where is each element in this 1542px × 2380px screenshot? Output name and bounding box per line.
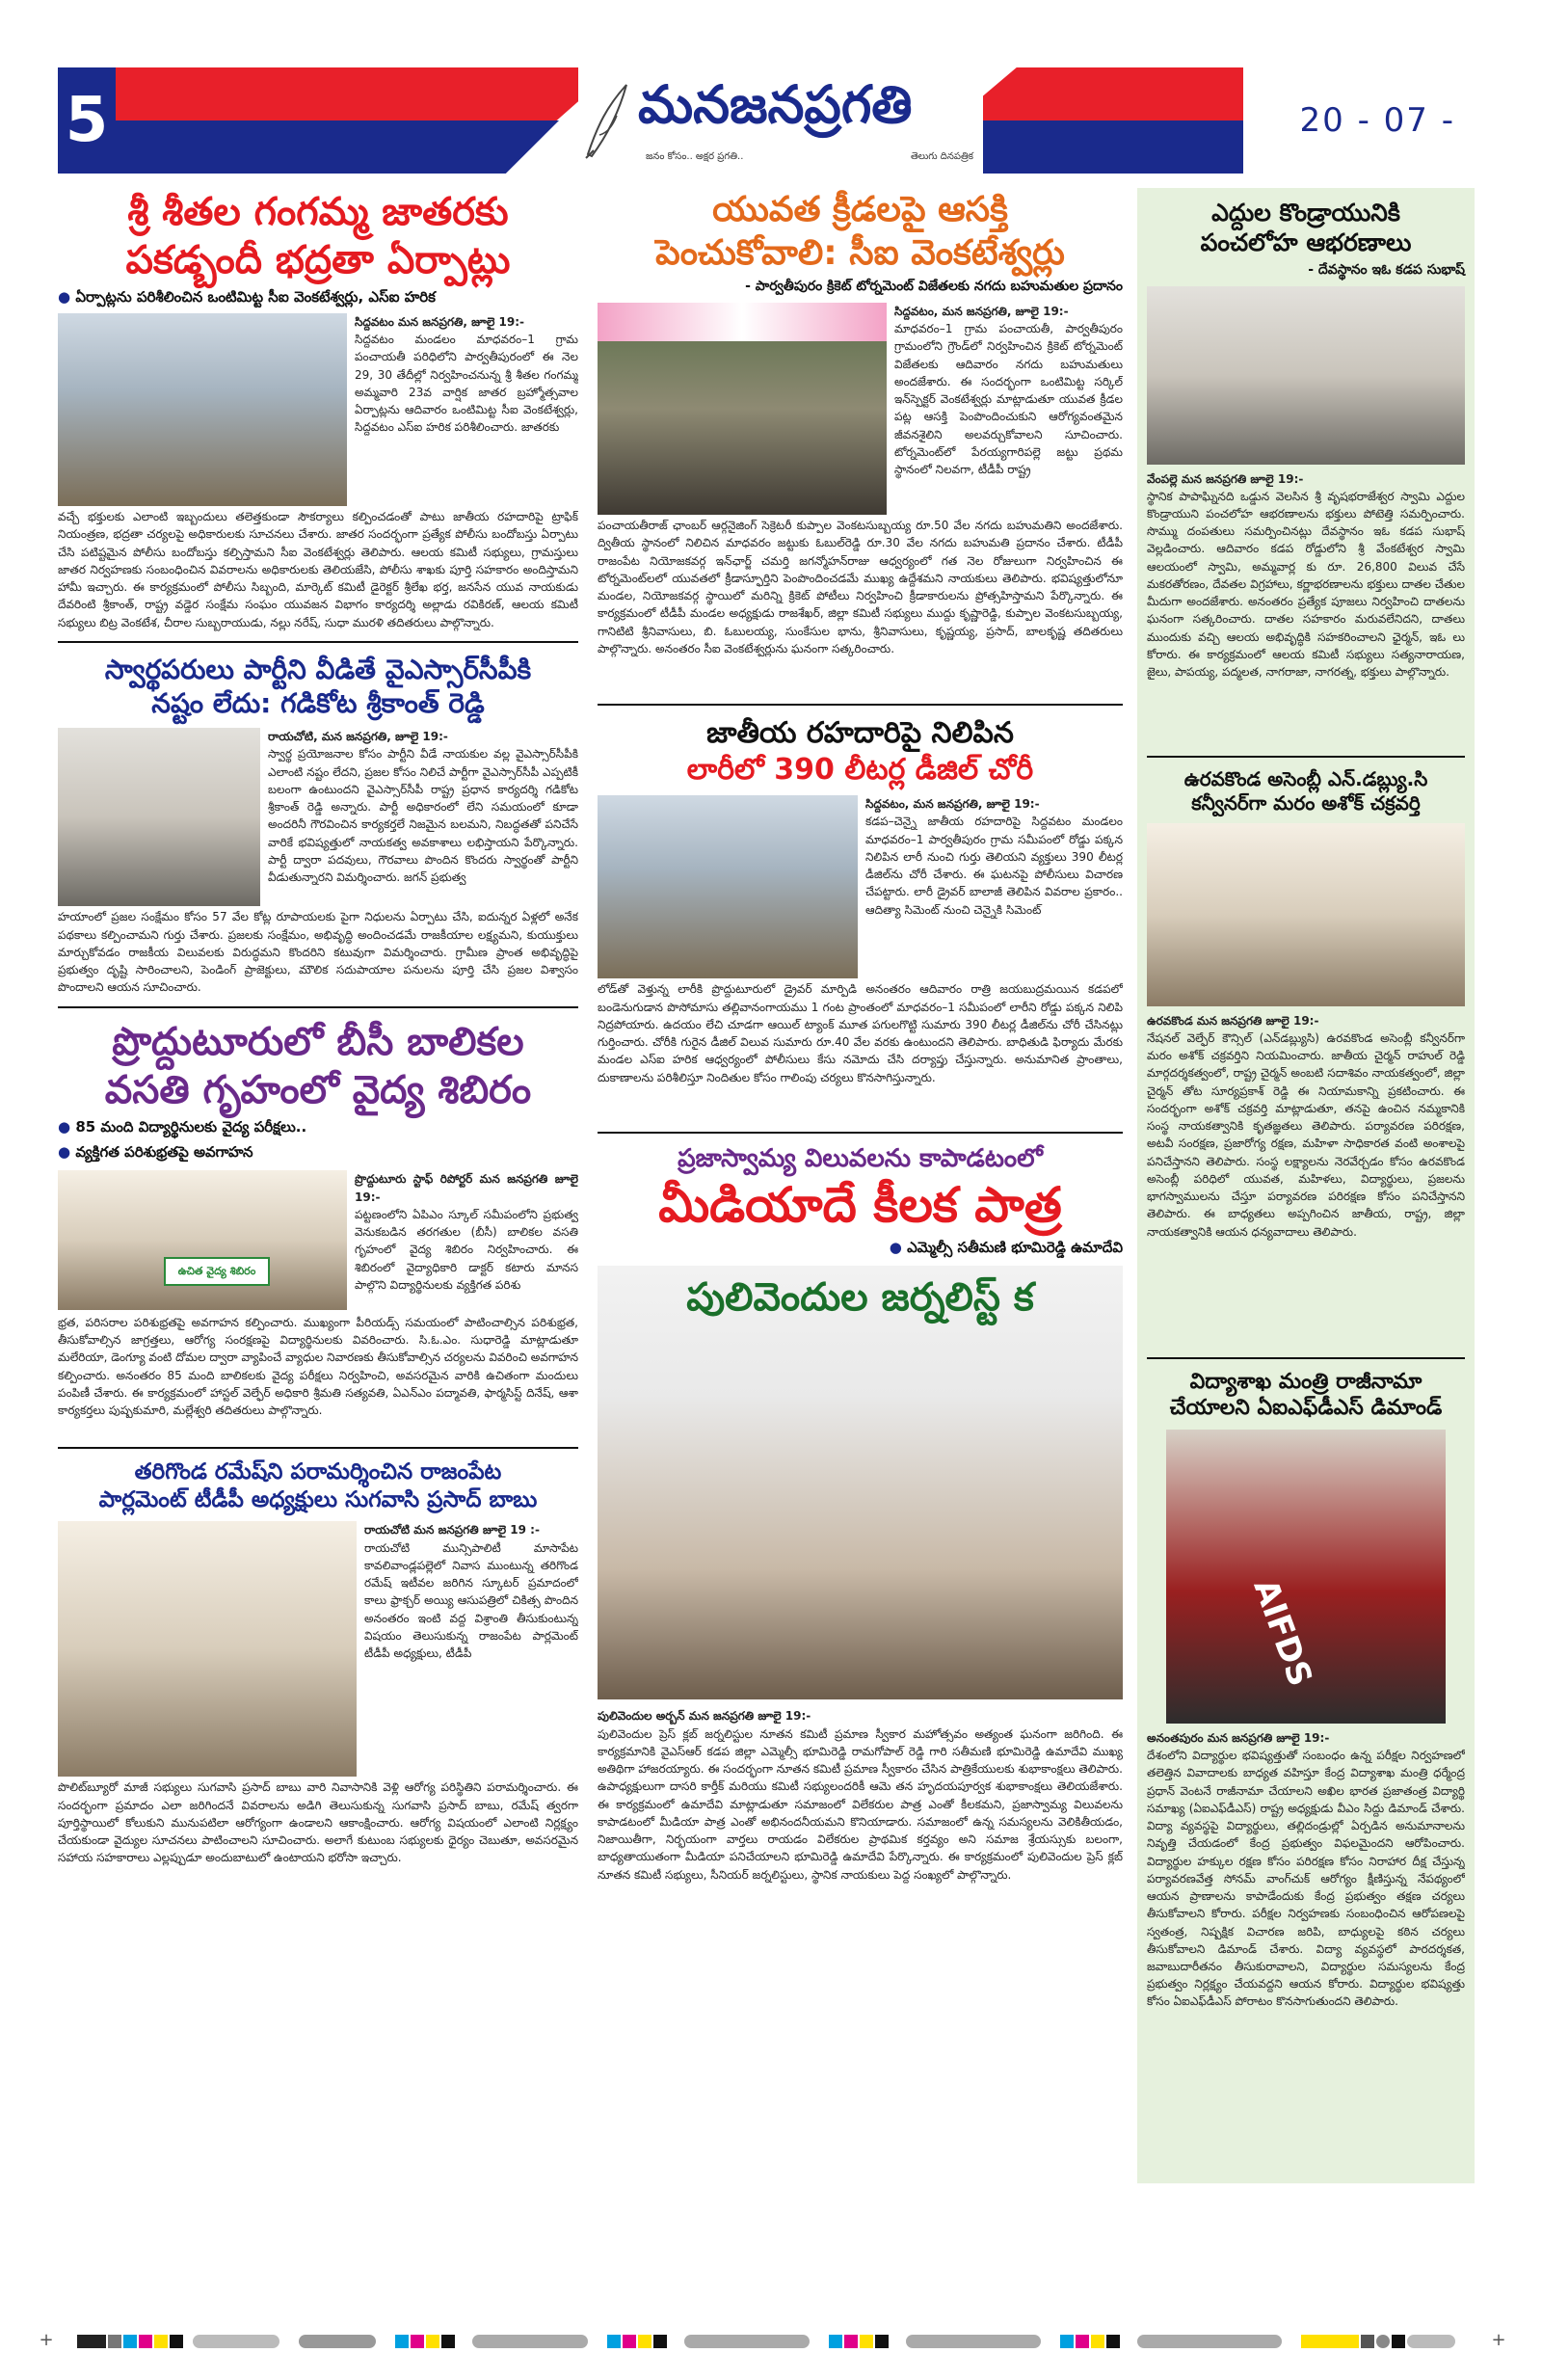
dateline: సిద్దవటం, మన జనప్రగతి, జూలై 19:- xyxy=(894,305,1069,318)
headline-line1: యువత క్రీడలపై ఆసక్తి xyxy=(712,190,1008,229)
newspaper-title: మనజనప్రగతి xyxy=(638,73,913,135)
headline-line1: తరిగొండ రమేష్‌ని పరామర్శించిన రాజంపేట xyxy=(134,1458,502,1484)
headline-line2: పెంచుకోవాలి: సీఐ వెంకటేశ్వర్లు xyxy=(655,233,1065,273)
article-body: రాయచోటి మున్సిపాలిటీ మాసాపేట కావలివాండ్లపల్లెలో నివాస ముంటున్న తరిగొండ రమేష్ ఇటీవల జరిగిన స్కూటర్ ప్రమాదంలో కాలు ఫ్రాక్చర్ అయ్యి ఆసుపత్రిలో చికిత్స పొందిన అనంతరం ఇంటి వద్ద విశ్రాంతి తీసుకుంటున్న విషయం తెలుసుకున్న రాజంపేట పార్లమెంట్ టీడీపీ అధ్యక్షులు, టీడీపీ xyxy=(364,1540,578,1661)
headline-line2: పకడ్బందీ భద్రతా ఏర్పాట్లు xyxy=(125,238,511,282)
divider xyxy=(58,1006,578,1008)
newspaper-tagline: జనం కోసం.. అక్షర ప్రగతి.. xyxy=(646,151,744,162)
tent-canopy xyxy=(598,303,887,341)
divider xyxy=(1147,1357,1465,1359)
story-srikanth-reddy xyxy=(58,653,578,997)
article-body-continued: హయాంలో ప్రజల సంక్షేమం కోసం 57 వేల కోట్ల రూపాయలకు పైగా నిధులను ఏర్పాటు చేసి, ఐదున్నర ఏళ్లలో అనేక పథకాలు కల్పించామని గుర్తు చేశారు. ప్రజలకు సంక్షేమం, అభివృద్ధి అందించడమే రాజకీయాల లక్ష్యమని, కుయుక్తులు మార్చుకోవడం రాజకీయ విలువలకు విరుద్ధమని కొందరిని కటువుగా విమర్శించారు. గ్రామీణ ప్రాంత అభివృద్ధిపై ప్రభుత్వం దృష్టి సారించాలని, పెండింగ్ ప్రాజెక్టులు, మౌలిక సదుపాయాల పనులను పూర్తి చేసి ప్రజల విశ్వాసం పొందాలని ఆయన సూచించారు. xyxy=(58,910,578,995)
story-aifds-demand xyxy=(1147,1369,1465,2070)
dateline: ఉరవకొండ మన జనప్రగతి జూలై 19:- xyxy=(1147,1013,1319,1028)
left-column xyxy=(58,188,578,1885)
photo-press-meet xyxy=(58,728,260,906)
divider xyxy=(58,641,578,643)
headline-line2: పంచలోహ ఆభరణాలు xyxy=(1200,228,1412,257)
headline-line1: ప్రొద్దుటూరులో బీసీ బాలికల xyxy=(112,1020,524,1065)
photo-press-club-event xyxy=(598,1266,1123,1699)
photo-police-inspection xyxy=(58,313,347,506)
story-diesel-theft xyxy=(598,715,1123,1122)
story-medical-camp xyxy=(58,1018,578,1436)
story-gangamma-jatara xyxy=(58,188,578,631)
story-sublabel: - పార్వతీపురం క్రికెట్ టోర్నమెంట్ విజేతలకు నగదు బహుమతుల ప్రదానం xyxy=(745,279,1123,294)
photo-appointment-letter xyxy=(1147,823,1465,1006)
headline-line2: కన్వీనర్‌గా మరం అశోక్ చక్రవర్తి xyxy=(1191,790,1421,815)
article-body: కడప–చెన్నై జాతీయ రహదారిపై సిద్దవటం మండలం మాధవరం–1 పార్వతీపురం గ్రామ సమీపంలో రోడ్డు పక్కన నిలిపిన లారీ నుంచి గుర్తు తెలియని వ్యక్తులు 390 లీటర్ల డీజిల్‌ను చోరీ చేశారు. ఈ ఘటనపై పోలీసులు విచారణ చేపట్టారు. లారీ డ్రైవర్ బాలాజీ తెలిపిన వివరాల ప్రకారం.. ఆదిత్యా సిమెంట్ నుంచి చెన్నైకి సిమెంట్ xyxy=(865,815,1123,917)
story-ramesh-visit xyxy=(58,1458,578,1885)
article-body-continued: పొలిట్‌బ్యూరో మాజీ సభ్యులు సుగవాసి ప్రసాద్ బాబు వారి నివాసానికి వెళ్లి ఆరోగ్య పరిస్థితిని పరామర్శించారు. ఈ సందర్భంగా ప్రమాదం ఎలా జరిగిందనే వివరాలను అడిగి తెలుసుకున్న సుగవాసి ప్రసాద్ బాబు, రమేష్ త్వరగా పూర్తిస్థాయిలో కోలుకుని మునుపటిలా ఆరోగ్యంగా ఉండాలని ఆకాంక్షించారు. ఆరోగ్య విషయంలో ఎలాంటి నిర్లక్ష్యం చేయకుండా వైద్యుల సూచనలు పాటించాలని సూచించారు. అలాగే కుటుంబ సభ్యులకు ధైర్యం చెబుతూ, అవసరమైన సహాయ సహకారాలు ఎల్లప్పుడూ అందుబాటులో ఉంటాయని భరోసా ఇచ్చారు. xyxy=(58,1780,578,1865)
headline-line2: చేయాలని ఏఐఎఫ్‌డీఎస్ డిమాండ్ xyxy=(1169,1396,1443,1421)
headline-line2: మీడియాదే కీలక పాత్ర xyxy=(658,1176,1062,1233)
dateline: సిద్దవటం, మన జనప్రగతి, జూలై 19:- xyxy=(865,797,1040,812)
divider xyxy=(58,1447,578,1449)
dateline: ప్రొద్దుటూరు స్టాఫ్ రిపోర్టర్ మన జనప్రగతి జూలై 19:- xyxy=(355,1172,578,1204)
article-body-continued: పంచాయతీరాజ్ ఛాంబర్ ఆర్గనైజింగ్ సెక్రెటరీ కుప్పాల వెంకటసుబ్బయ్య రూ.50 వేల నగదు బహుమతిని అందజేశారు. ద్వితీయ స్థానంలో నిలిచిన మాధవరం జట్టుకు ఓబుల్‌రెడ్డి రూ.30 వేల నగదు బహుమతి ప్రదానం చేశారు. టీడీపీ రాజంపేట నియోజకవర్గ ఇన్‌ఛార్జ్ చమర్తి జగన్మోహన్‌రాజు ఆధ్వర్యంలో గత నెల రోజులుగా నిర్వహించిన ఈ టోర్నమెంట్‌లలో యువతలో క్రీడాస్ఫూర్తిని పెంపొందించడమే ముఖ్య ఉద్దేశమని నాయకులు తెలిపారు. భవిష్యత్తులోనూ మండల, నియోజకవర్గ స్థాయిలో మరిన్ని క్రికెట్ పోటీలు నిర్వహించి క్రీడాకారులను ప్రోత్సహిస్తామని పేర్కొన్నారు. ఈ కార్యక్రమంలో టీడీపీ మండల అధ్యక్షుడు రాజశేఖర్, జిల్లా కమిటీ సభ్యులు ముద్దు కృష్ణారెడ్డి, కుప్పాల వెంకటసుబ్బయ్య, గానిటిటి శ్రీనివాసులు, బి. ఓబులయ్య, సుంకేసుల భాను, శ్రీనివాసులు, కృష్ణయ్య, ప్రసాద్, బాలకృష్ణ తదితరులు పాల్గొన్నారు. అనంతరం సీఐ వెంకటేశ్వర్లును ఘనంగా సత్కరించారు. xyxy=(598,519,1123,655)
article-body: పట్టణంలోని ఏపిఎం స్కూల్ సమీపంలోని ప్రభుత్వ వెనుకబడిన తరగతుల (బీసీ) బాలికల వసతి గృహంలో వైద్య శిబిరం నిర్వహించారు. ఈ శిబిరంలో వైద్యాధికారి డాక్టర్ కటారు మానస పాల్గొని విద్యార్థినులకు వ్యక్తిగత పరిశు xyxy=(355,1207,578,1292)
registration-mark-icon: + xyxy=(1491,2330,1506,2350)
page-number: 5 xyxy=(65,85,109,156)
article-body-continued: వచ్చే భక్తులకు ఎలాంటి ఇబ్బందులు తలెత్తకుండా సౌకర్యాలు కల్పించడంతో పాటు జాతీయ రహదారిపై ట్రాఫిక్ నియంత్రణ, భద్రతా చర్యలపై అధికారులకు సూచనలు చేశారు. జాతర సందర్భంగా ప్రత్యేక పోలీసు బందోబస్తు ఏర్పాటు చేసి పటిష్టమైన పోలీసు బందోబస్తు కల్పిస్తామని సీఐ వెంకటేశ్వర్లు తెలిపారు. ఆలయ కమిటీ సభ్యులు, గ్రామస్తులు జాతర నిర్వహణకు సంబంధించిన వివరాలను అధికారులకు తెలియజేసి, పోలీసు శాఖకు పూర్తి సహకారం అందిస్తామని హామీ ఇచ్చారు. ఈ కార్యక్రమంలో పోలీసు సిబ్బంది, మార్కెట్ కమిటీ డైరెక్టర్ శ్రీలేఖ భర్త, జనసేన యువ నాయకుడు దేవరింటి శ్రీకాంత్, రాష్ట్ర వడ్డెర సంక్షేమ సంఘం యువజన విభాగం కార్యదర్శి అల్లాడు రవికిరణ్, ఆలయ కమిటీ సభ్యులు బిట్ర వెంకటేశ, చీరాల సుబ్బరాయుడు, నల్లు నరేష్, సుధా మురళి తదితరులు పాల్గొన్నారు. xyxy=(58,510,578,629)
headline-line1: విద్యాశాఖ మంత్రి రాజీనామా xyxy=(1189,1369,1422,1394)
headline-line2: పార్లమెంట్ టీడీపీ అధ్యక్షులు సుగవాసి ప్రసాద్ బాబు xyxy=(98,1486,538,1512)
photo-medical-camp xyxy=(58,1170,347,1310)
headline-line2: నష్టం లేదు: గడికోట శ్రీకాంత్ రెడ్డి xyxy=(151,687,485,720)
right-column xyxy=(1137,188,1475,2183)
masthead-stripe-blue xyxy=(116,120,559,174)
article-body: స్థానిక పాపాఘ్నినది ఒడ్డున వెలసిన శ్రీ వృషభరాజేశ్వర స్వామి ఎద్దుల కొండ్రాయుని పంచలోహ ఆభరణాలను భక్తులు పోటెత్తి సమర్పించారు. సొమ్ము దంపతులు సమర్పించినట్లు దేవస్థానం ఇఓ కడప సుభాష్ వెల్లడించారు. ఆదివారం కడప రోడ్డులోని శ్రీ వేంకటేశ్వర స్వామి ఆలయంలో స్వామి, అమ్మవార్ల కు రూ. 26,800 విలువ చేసే మకరతోరణం, దేవతల విగ్రహాలు, కర్ణాభరణాలను భక్తులు దాతల చేతుల మీదుగా అందజేశారు. అనంతరం ప్రత్యేక పూజలు నిర్వహించి దాతలను ఘనంగా సత్కరించారు. దాతల సహకారం మరువలేనిదని, దాతలు ముందుకు వచ్చి ఆలయ అభివృద్ధికి సహకరించాలని ఛైర్మన్, ఇఓ లు కోరారు. ఈ కార్యక్రమంలో ఆలయ కమిటీ సభ్యులు సత్యనారాయణ, జైలు, పాపయ్య, పద్మలత, నాగరాజా, నాగరత్న, భక్తులు పాల్గొన్నారు. xyxy=(1147,489,1465,680)
headline-line1: ఉరవకొండ అసెంబ్లీ ఎన్.డబ్ల్యు.సి xyxy=(1183,766,1428,790)
headline-line1: జాతీయ రహదారిపై నిలిపిన xyxy=(706,716,1014,751)
article-body-continued: భ్రత, పరిసరాల పరిశుభ్రతపై అవగాహన కల్పించారు. ముఖ్యంగా పీరియడ్స్ సమయంలో పాటించాల్సిన పరిశుభ్రత, తీసుకోవాల్సిన జాగ్రత్తలు, ఆరోగ్య సంరక్షణపై విద్యార్థినులకు వివరించారు. సి.ఓ.ఎం. సుధారెడ్డి మాట్లాడుతూ మలేరియా, డెంగ్యూ వంటి దోమల ద్వారా వ్యాపించే వ్యాధుల నివారణకు తీసుకోవాల్సిన చర్యలను వివరించి అవగాహన కల్పించారు. అనంతరం 85 మంది బాలికలకు వైద్య పరీక్షలు నిర్వహించి, అవసరమైన వారికి ఉచితంగా మందులు పంపిణీ చేశారు. ఈ కార్యక్రమంలో హాస్టల్ వెల్ఫేర్ అధికారి శ్రీమతి సత్యవతి, ఏఎన్ఎం పద్మావతి, ఫార్మసిస్ట్ దినేష్, ఆశా కార్యకర్తలు పుష్పకుమారి, మల్లేశ్వరి తదితరులు పాల్గొన్నారు. xyxy=(58,1315,578,1418)
article-body: స్వార్థ ప్రయోజనాల కోసం పార్టీని వీడే నాయకుల వల్ల వైఎస్సార్‌సీపీకి ఎలాంటి నష్టం లేదని, ప్రజల కోసం నిలిచే పార్టీగా వైఎస్సార్‌సీపీ ఎప్పటికీ బలంగా ఉంటుందని వైఎస్సార్‌సీపీ రాష్ట్ర ప్రధాన కార్యదర్శి గడికోట శ్రీకాంత్ రెడ్డి అన్నారు. పార్టీ అధికారంలో లేని సమయంలో కూడా అందరినీ గౌరవించిన కార్యకర్తలే నిజమైన బలమని, నిబద్ధతతో పనిచేసే వారికే భవిష్యత్తులో నాయకత్వ అవకాశాలు లభిస్తాయని పేర్కొన్నారు. పార్టీ ద్వారా పదవులు, గౌరవాలు పొందిన కొందరు స్వార్థంతో పార్టీని వీడుతున్నారని విమర్శించారు. జగన్ ప్రభుత్వ xyxy=(268,747,578,885)
divider xyxy=(598,704,1123,706)
newspaper-tagline-2: తెలుగు దినపత్రిక xyxy=(910,151,973,162)
dateline: రాయచోటి, మన జనప్రగతి, జూలై 19:- xyxy=(268,730,448,744)
photo-tanker-lorry xyxy=(598,795,858,978)
newspaper-logo xyxy=(578,67,983,174)
dateline: రాయచోటి మన జనప్రగతి జూలై 19 :- xyxy=(364,1523,540,1538)
registration-mark-icon: + xyxy=(39,2330,54,2350)
headline-line1: ప్రజాస్వామ్య విలువలను కాపాడటంలో xyxy=(678,1144,1043,1174)
story-nwc-convener xyxy=(1147,767,1465,1348)
story-temple-ornaments xyxy=(1147,198,1465,746)
headline-line1: శ్రీ శీతల గంగమ్మ జాతరకు xyxy=(127,190,509,234)
article-body: సిద్దవటం మండలం మాధవరం–1 గ్రామ పంచాయతీ పరిధిలోని పార్వతీపురంలో ఈ నెల 29, 30 తేదీల్లో నిర్వహించనున్న శ్రీ శీతల గంగమ్మ అమ్మవారి 23వ వార్షిక జాతర బ్రహ్మోత్సవాల ఏర్పాట్లను ఆదివారం ఒంటిమిట్ట సీఐ వెంకటేశ్వర్లు, సిద్దవటం ఎస్ఐ హరిక పరిశీలించారు. జాతరకు xyxy=(355,333,578,435)
issue-date: 20 - 07 - xyxy=(1243,67,1475,174)
headline-line2: వసతి గృహంలో వైద్య శిబిరం xyxy=(104,1068,532,1113)
story-sublabel: - దేవస్థానం ఇఓ కడప సుభాష్ xyxy=(1308,261,1465,278)
article-body: మాధవరం–1 గ్రామ పంచాయతీ, పార్వతీపురం గ్రామంలోని గ్రౌండ్‌లో నిర్వహించిన క్రికెట్ టోర్నమెంట్ విజేతలకు ఆదివారం నగదు బహుమతులు అందజేశారు. ఈ సందర్భంగా ఒంటిమిట్ట సర్కిల్ ఇన్‌స్పెక్టర్ వెంకటేశ్వర్లు మాట్లాడుతూ యువత క్రీడల పట్ల ఆసక్తి పెంపొందించుకుని ఆరోగ్యవంతమైన జీవనశైలిని అలవర్చుకోవాలని సూచించారు. టోర్నమెంట్‌లో పేరయ్యగారిపల్లె జట్టు ప్రథమ స్థానంలో నిలవగా, టీడీపీ రాష్ట్ర xyxy=(894,322,1123,477)
headline-line2: లారీలో 390 లీటర్ల డీజిల్ చోరీ xyxy=(686,752,1034,787)
story-subline: ● ఏర్పాట్లను పరిశీలించిన ఒంటిమిట్ట సీఐ వెంకటేశ్వర్లు, ఎస్ఐ హరిక xyxy=(58,288,578,309)
headline-line1: ఎద్దుల కొండ్రాయునికి xyxy=(1211,199,1400,227)
dateline: వేంపల్లె మన జనప్రగతి జూలై 19:- xyxy=(1147,471,1304,486)
camp-banner: ఉచిత వైద్య శిబిరం xyxy=(164,1257,270,1286)
article-body: పులివెందుల ప్రెస్ క్లబ్ జర్నలిస్టుల నూతన కమిటీ ప్రమాణ స్వీకార మహోత్సవం అత్యంత ఘనంగా జరిగింది. ఈ కార్యక్రమానికి వైఎస్ఆర్ కడప జిల్లా ఎమ్మెల్సీ భూమిరెడ్డి రామగోపాల్ రెడ్డి గారి సతీమణి భూమిరెడ్డి ఉమాదేవి ముఖ్య అతిథిగా హాజరయ్యారు. ఈ సందర్భంగా నూతన కమిటీ ప్రమాణ స్వీకారం చేసిన పాత్రికేయులకు శుభాకాంక్షలు తెలిపారు. ఉపాధ్యక్షులుగా దాసరి కార్తీక్ మరియు కమిటీ సభ్యులందరికీ ఆమె తన హృదయపూర్వక శుభాకాంక్షలు తెలియజేశారు. ఈ కార్యక్రమంలో ఉమాదేవి మాట్లాడుతూ సమాజంలో విలేకరుల పాత్ర ఎంతో కీలకమని, ప్రజాస్వామ్య విలువలను కాపాడటంలో మీడియా పాత్ర ఎంతో అభినందనీయమని కొనియాడారు. సమాజంలో ఉన్న సమస్యలను వెలికితీయడం, నిజాయితీగా, నిర్భయంగా వార్తలు రాయడం విలేకరుల ప్రాథమిక కర్తవ్యం అని సమాజ శ్రేయస్సుకు బలంగా, బాధ్యతాయుతంగా మీడియా పనిచేయాలని భూమిరెడ్డి ఉమాదేవి పేర్కొన్నారు. ఈ కార్యక్రమంలో పులివెందుల ప్రెస్ క్లబ్ నూతన కమిటీ సభ్యులు, సీనియర్ జర్నలిస్టులు, స్థానిక నాయకులు పెద్ద సంఖ్యలో పాల్గొన్నారు. xyxy=(598,1726,1123,1882)
aifds-banner: AIFDS xyxy=(1245,1573,1320,1692)
divider xyxy=(598,1132,1123,1134)
photo-home-visit xyxy=(58,1521,357,1777)
dateline: సిద్దవటం మన జనప్రగతి, జూలై 19:- xyxy=(355,315,525,329)
story-press-club xyxy=(598,1143,1123,1946)
photo-prize-distribution xyxy=(598,303,887,515)
photo-aifds-protest xyxy=(1166,1430,1446,1724)
headline-line1: స్వార్థపరులు పార్టీని వీడితే వైఎస్సార్‌సీపీకి xyxy=(104,654,532,686)
middle-column xyxy=(598,188,1123,1947)
masthead-stripe-red xyxy=(116,67,617,120)
article-body-continued: లోడ్‌తో వెళ్తున్న లారీకి ప్రొద్దుటూరులో డ్రైవర్ మార్పిడి అనంతరం ఆదివారం రాత్రి జయబుద్రమయిన కడపలో బండెనుగుడాన పొసోమాసు తల్లివానంగాయము 1 గంట ప్రాంతంలో మాధవరం–1 సమీపంలో లారీని రోడ్డు పక్కన నిలిపి నిద్రపోయారు. ఉదయం లేచి చూడగా ఆయిల్ ట్యాంక్ మూత పగులగొట్టి సుమారు 390 లీటర్ల డీజిల్‌ను చోరీ చేసినట్లు గుర్తించారు. చోరీకి గురైన డీజిల్ విలువ సుమారు రూ.40 వేల వరకు ఉంటుందని తెలిపారు. బాధితుడి ఫిర్యాదు మేరకు మండల ఎస్ఐ హరిక ఆధ్వర్యంలో పోలీసులు కేసు నమోదు చేసి దర్యాప్తు చేస్తున్నారు. అనుమానిత ప్రాంతాలు, దుకాణాలను పరిశీలిస్తూ నిందితుల కోసం గాలింపు చర్యలు కొనసాగిస్తున్నారు. xyxy=(598,982,1123,1084)
masthead xyxy=(58,67,1475,174)
press-club-banner: పులివెందుల జర్నలిస్ట్ క xyxy=(686,1275,1034,1321)
story-subline-2: ● వ్యక్తిగత పరిశుభ్రతపై అవగాహన xyxy=(58,1143,578,1164)
dateline: పులివెందుల అర్బన్ మన జనప్రగతి జూలై 19:- xyxy=(598,1709,811,1724)
story-cricket-tournament xyxy=(598,188,1123,694)
dateline: అనంతపురం మన జనప్రగతి జూలై 19:- xyxy=(1147,1730,1330,1745)
quill-pen-icon xyxy=(578,77,636,164)
story-subline: ● ఎమ్మెల్సీ సతీమణి భూమిరెడ్డి ఉమాదేవి xyxy=(598,1239,1123,1260)
divider xyxy=(1147,756,1465,758)
article-body: దేశంలోని విద్యార్థుల భవిష్యత్తుతో సంబంధం ఉన్న పరీక్షల నిర్వహణలో తలెత్తిన వివాదాలకు బాధ్యత వహిస్తూ కేంద్ర విద్యాశాఖ మంత్రి ధర్మేంద్ర ప్రధాన్ వెంటనే రాజీనామా చేయాలని అఖిల భారత ప్రజాతంత్ర విద్యార్థి సమాఖ్య (ఏఐఎఫ్‌డీఎస్) రాష్ట్ర అధ్యక్షుడు వీఎం సిద్దు డిమాండ్ చేశారు. విద్యా వ్యవస్థపై విద్యార్థులు, తల్లిదండ్రుల్లో ఏర్పడిన అనుమానాలను నివృత్తి చేయడంలో కేంద్ర ప్రభుత్వం విఫలమైందని ఆరోపించారు. విద్యార్థుల హక్కుల రక్షణ కోసం పరిరక్షణ కోసం నిరాహార దీక్ష చేస్తున్న పర్యావరణవేత్త సోనమ్ వాంగ్‌చుక్ ఆరోగ్యం క్షీణిస్తున్న నేపథ్యంలో ఆయన ప్రాణాలను కాపాడేందుకు కేంద్ర ప్రభుత్వం తక్షణ చర్యలు తీసుకోవాలని కోరారు. పరీక్షల నిర్వహణకు సంబంధించిన ఆరోపణలపై స్వతంత్ర, నిష్పక్షిక విచారణ జరిపి, బాధ్యులపై కఠిన చర్యలు తీసుకోవాలని డిమాండ్ చేశారు. విద్యా వ్యవస్థలో పారదర్శకత, జవాబుదారీతనం తీసుకురావాలని, విద్యార్థుల సమస్యలను కేంద్ర ప్రభుత్వం నిర్లక్ష్యం చేయవద్దని ఆయన కోరారు. విద్యార్థుల భవిష్యత్తు కోసం ఏఐఎఫ్‌డీఎస్ పోరాటం కొనసాగుతుందని తెలిపారు. xyxy=(1147,1749,1465,2009)
color-registration-bar xyxy=(58,2335,1475,2348)
story-subline-1: ● 85 మంది విద్యార్థినులకు వైద్య పరీక్షలు.. xyxy=(58,1118,578,1139)
article-body: నేషనల్ వెల్ఫేర్ కౌన్సిల్ (ఎన్‌డబ్ల్యుసి) ఉరవకొండ అసెంబ్లీ కన్వీనర్‌గా మరం అశోక్ చక్రవర్తిని నియమించారు. జాతీయ చైర్మన్ రాహుల్ రెడ్డి మార్గదర్శకత్వంలో, రాష్ట్ర చైర్మన్ అంబటి సదాశివం నాయకత్వంలో, జిల్లా చైర్మన్ తోట సూర్యప్రకాశ్ రెడ్డి ఈ నియామకాన్ని ప్రకటించారు. ఈ సందర్భంగా అశోక్ చక్రవర్తి మాట్లాడుతూ, తనపై ఉంచిన నమ్మకానికి సంస్థ నాయకత్వానికి కృతజ్ఞతలు తెలిపారు. పర్యావరణ పరిరక్షణ, అటవీ సంరక్షణ, ప్రజారోగ్య రక్షణ, మహిళా సాధికారత వంటి అంశాలపై పనిచేస్తానని తెలిపారు. సంస్థ లక్ష్యాలను నెరవేర్చడం కోసం ఉరవకొండ అసెంబ్లీ పరిధిలో యువత, మహిళలు, విద్యార్థులు, ప్రజలను భాగస్వాములను చేస్తూ పర్యావరణ పరిరక్షణ కోసం పనిచేస్తానని తెలిపారు. ఈ బాధ్యతలు అప్పగించిన జాతీయ, రాష్ట్ర, జిల్లా నాయకత్వానికి ఆయన ధన్యవాదాలు తెలిపారు. xyxy=(1147,1030,1465,1239)
photo-temple-donation xyxy=(1147,286,1465,465)
